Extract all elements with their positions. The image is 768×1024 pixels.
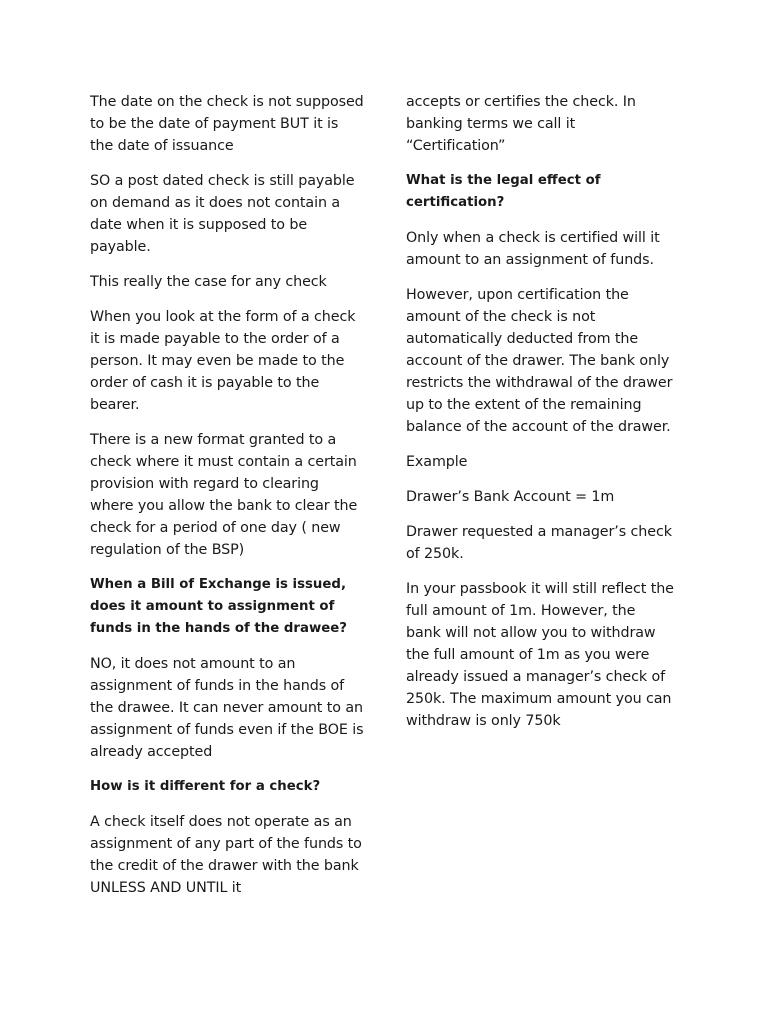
paragraph-drawer-account: Drawer’s Bank Account = 1m: [406, 489, 615, 505]
heading-bill-of-exchange-question: When a Bill of Exchange is issued, does it amount to assignment of funds in the hands of the drawee?: [90, 577, 347, 636]
paragraph-check-not-assignment: A check itself does not operate as an assignment of any part of the funds to the credit of the drawer with the bank UNLESS AND UNTIL it: [90, 814, 362, 896]
left-column: [90, 91, 365, 912]
paragraph-upon-certification: However, upon certification the amount of the check is not automatically deducted from the account of the drawer. The bank only restricts the withdrawal of the drawer up to the extent of the remaining balance of the account of the drawer.: [406, 287, 673, 435]
paragraph-managers-check-request: Drawer requested a manager’s check of 250k.: [406, 524, 672, 562]
paragraph-any-check: This really the case for any check: [90, 274, 327, 290]
paragraph-check-form: When you look at the form of a check it is made payable to the order of a person. It may even be made to the order of cash it is payable to the bearer.: [90, 309, 356, 413]
paragraph-no-assignment: NO, it does not amount to an assignment of funds in the hands of the drawee. It can never amount to an assignment of funds even if the BOE is already accepted: [90, 656, 364, 760]
paragraph-passbook-explanation: In your passbook it will still reflect the full amount of 1m. However, the bank will not allow you to withdraw the full amount of 1m as you were already issued a manager’s check of 250k. The maximum amount you can withdraw is only 750k: [406, 581, 674, 729]
paragraph-check-date: The date on the check is not supposed to be the date of payment BUT it is the date of issuance: [90, 94, 364, 154]
heading-check-difference-question: How is it different for a check?: [90, 779, 321, 794]
paragraph-post-dated-check: SO a post dated check is still payable on demand as it does not contain a date when it is supposed to be payable.: [90, 173, 355, 255]
heading-legal-effect-question: What is the legal effect of certification?: [406, 173, 601, 210]
paragraph-example-label: Example: [406, 454, 468, 470]
paragraph-new-format: There is a new format granted to a check where it must contain a certain provision with regard to clearing where you allow the bank to clear the check for a period of one day ( new regulation of the BSP): [90, 432, 358, 558]
right-column: [406, 91, 674, 745]
paragraph-certified-assignment: Only when a check is certified will it amount to an assignment of funds.: [406, 230, 660, 268]
paragraph-certification-continued: accepts or certifies the check. In banking terms we call it “Certification”: [406, 94, 636, 154]
